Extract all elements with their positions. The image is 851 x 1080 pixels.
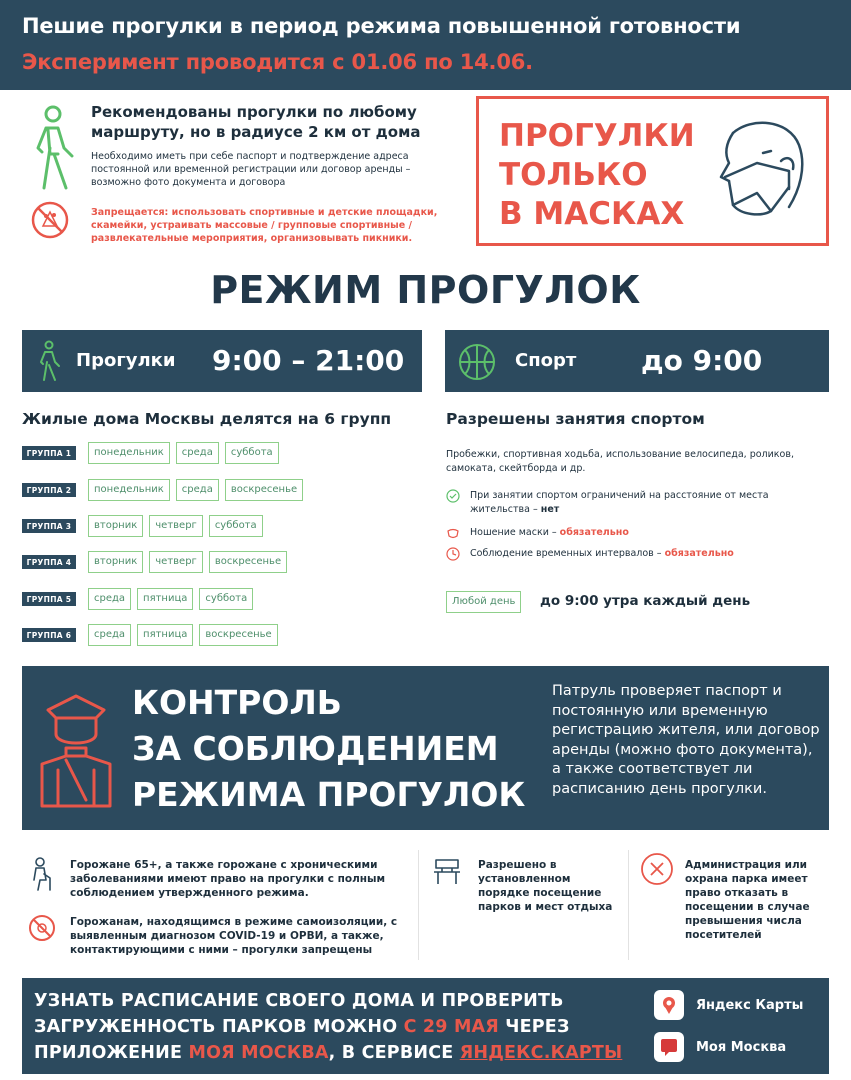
any-day-chip: Любой день xyxy=(446,591,521,613)
clock-icon xyxy=(446,547,460,566)
footer-text xyxy=(34,988,634,1066)
patrol-officer-icon xyxy=(36,690,116,814)
sport-item-value: обязательно xyxy=(664,548,734,559)
sport-item xyxy=(446,526,629,545)
day-chip: суббота xyxy=(225,442,279,464)
sport-bar xyxy=(445,330,829,392)
any-day-text: до 9:00 утра каждый день xyxy=(540,593,751,609)
sport-item-value: обязательно xyxy=(559,527,629,538)
day-chip: воскресенье xyxy=(199,624,277,646)
day-chip: понедельник xyxy=(88,479,170,501)
bench-icon xyxy=(432,856,462,892)
mode-title: РЕЖИМ ПРОГУЛОК xyxy=(210,268,641,312)
day-chip: воскресенье xyxy=(209,551,287,573)
group-label: ГРУППА 2 xyxy=(22,483,76,497)
recommend-title: Рекомендованы прогулки по любому маршруту, но в радиусе 2 км от дома xyxy=(91,103,421,141)
sport-time: до 9:00 xyxy=(641,344,763,377)
masked-face-icon xyxy=(711,115,811,225)
footer-date: С 29 МАЯ xyxy=(403,1017,499,1037)
masks-notice xyxy=(476,96,829,246)
control-title-line: РЕЖИМА ПРОГУЛОК xyxy=(132,775,526,814)
ball-icon xyxy=(457,342,497,386)
control-banner xyxy=(22,666,829,830)
sport-text: Пробежки, спортивная ходьба, использование велосипеда, роликов, самоката, скейтборда и др. xyxy=(446,449,794,474)
footer-line: УЗНАТЬ РАСПИСАНИЕ СВОЕГО ДОМА И ПРОВЕРИТЬ xyxy=(34,991,564,1011)
footer-app-name: МОЯ МОСКВА xyxy=(188,1043,329,1063)
group-row xyxy=(22,550,287,574)
cross-circle-icon xyxy=(640,852,674,890)
sport-label: Спорт xyxy=(515,350,577,371)
group-row xyxy=(22,514,263,538)
app-yandex-maps[interactable] xyxy=(654,990,803,1020)
group-row xyxy=(22,587,253,611)
footer-fragment: ЧЕРЕЗ xyxy=(498,1017,570,1037)
my-moscow-icon xyxy=(654,1032,684,1062)
day-chip: вторник xyxy=(88,551,143,573)
walking-icon xyxy=(36,340,62,386)
walking-person-icon xyxy=(28,104,78,192)
page-title: Пешие прогулки в период режима повышенной готовности xyxy=(22,14,741,38)
no-virus-icon xyxy=(28,914,56,946)
app-label: Моя Москва xyxy=(696,1039,787,1055)
day-chip: суббота xyxy=(199,588,253,610)
group-label: ГРУППА 1 xyxy=(22,446,76,460)
sport-item xyxy=(446,489,816,517)
walks-time: 9:00 – 21:00 xyxy=(212,344,405,377)
footer-banner xyxy=(22,978,829,1074)
group-row xyxy=(22,441,279,465)
day-chip: пятница xyxy=(137,624,193,646)
sport-item-label: При занятии спортом ограничений на расстояние от места жительства – xyxy=(470,490,769,515)
admin-text: Администрация или охрана парка имеет право отказать в посещении в случае превышения числа посетителей xyxy=(685,859,810,941)
day-chip: среда xyxy=(88,624,131,646)
group-row xyxy=(22,478,303,502)
group-label: ГРУППА 3 xyxy=(22,519,76,533)
yandex-maps-icon xyxy=(654,990,684,1020)
footer-fragment: ПРИЛОЖЕНИЕ xyxy=(34,1043,189,1063)
masks-line: ТОЛЬКО xyxy=(499,157,648,193)
day-chip: воскресенье xyxy=(225,479,303,501)
page-subtitle: Эксперимент проводится с 01.06 по 14.06. xyxy=(22,50,533,74)
check-icon xyxy=(446,489,460,517)
walks-label: Прогулки xyxy=(76,350,176,371)
groups-title: Жилые дома Москвы делятся на 6 групп xyxy=(22,410,392,428)
sport-item-label: Ношение маски – xyxy=(470,527,557,538)
footer-line xyxy=(34,1014,634,1040)
seniors-text: Горожане 65+, а также горожане с хроническими заболеваниями имеют право на прогулки с полным соблюдением утвержденного режима. xyxy=(70,859,386,899)
masks-line: В МАСКАХ xyxy=(499,196,685,232)
day-chip: четверг xyxy=(149,515,203,537)
sport-item-text xyxy=(470,489,790,517)
sport-item-text xyxy=(470,526,629,545)
app-my-moscow[interactable] xyxy=(654,1032,786,1062)
control-title-line: ЗА СОБЛЮДЕНИЕМ xyxy=(132,729,499,768)
control-title xyxy=(132,680,525,818)
control-text: Патруль проверяет паспорт и постоянную или временную регистрацию жителя, или договор аренды (можно фото документа), а также соответствует ли расписанию день прогулки. xyxy=(552,683,820,797)
ban-text: Запрещается: использовать спортивные и детские площадки, скамейки, устраивать массовые / групповые спортивные / развлекательные мероприятия, организовывать пикники. xyxy=(91,207,438,244)
day-chip: суббота xyxy=(209,515,263,537)
divider xyxy=(418,850,419,960)
masks-text xyxy=(499,117,695,234)
group-label: ГРУППА 4 xyxy=(22,555,76,569)
sport-item-value: нет xyxy=(540,504,560,515)
masks-line: ПРОГУЛКИ xyxy=(499,118,695,154)
group-label: ГРУППА 5 xyxy=(22,592,76,606)
walks-bar xyxy=(22,330,422,392)
mask-icon xyxy=(446,526,460,545)
yandex-maps-link[interactable]: ЯНДЕКС.КАРТЫ xyxy=(459,1043,623,1063)
isolation-text: Горожанам, находящимся в режиме самоизоляции, с выявленным диагнозом COVID-19 и ОРВИ, а также, контактирующими с ними – прогулки запрещены xyxy=(70,916,398,956)
sport-item xyxy=(446,547,734,566)
sport-title: Разрешены занятия спортом xyxy=(446,410,705,428)
sport-item-label: Соблюдение временных интервалов – xyxy=(470,548,662,559)
footer-line xyxy=(34,1040,634,1066)
day-chip: вторник xyxy=(88,515,143,537)
day-chip: среда xyxy=(176,479,219,501)
day-chip: пятница xyxy=(137,588,193,610)
app-label: Яндекс Карты xyxy=(696,997,804,1013)
sport-item-text xyxy=(470,547,734,566)
group-label: ГРУППА 6 xyxy=(22,628,76,642)
senior-icon xyxy=(28,856,54,896)
footer-fragment: , В СЕРВИСЕ xyxy=(328,1043,460,1063)
recommend-text: Необходимо иметь при себе паспорт и подтверждение адреса постоянной или временной регистрации или договор аренды – возможно фото документа и договора xyxy=(91,151,411,188)
divider xyxy=(628,850,629,960)
day-chip: среда xyxy=(176,442,219,464)
day-chip: среда xyxy=(88,588,131,610)
footer-fragment: ЗАГРУЖЕННОСТЬ ПАРКОВ МОЖНО xyxy=(34,1017,404,1037)
group-row xyxy=(22,623,278,647)
day-chip: понедельник xyxy=(88,442,170,464)
control-title-line: КОНТРОЛЬ xyxy=(132,683,342,722)
header-banner xyxy=(0,0,851,90)
day-chip: четверг xyxy=(149,551,203,573)
no-picnic-icon xyxy=(30,200,70,240)
parks-text: Разрешено в установленном порядке посещение парков и мест отдыха xyxy=(478,859,613,913)
